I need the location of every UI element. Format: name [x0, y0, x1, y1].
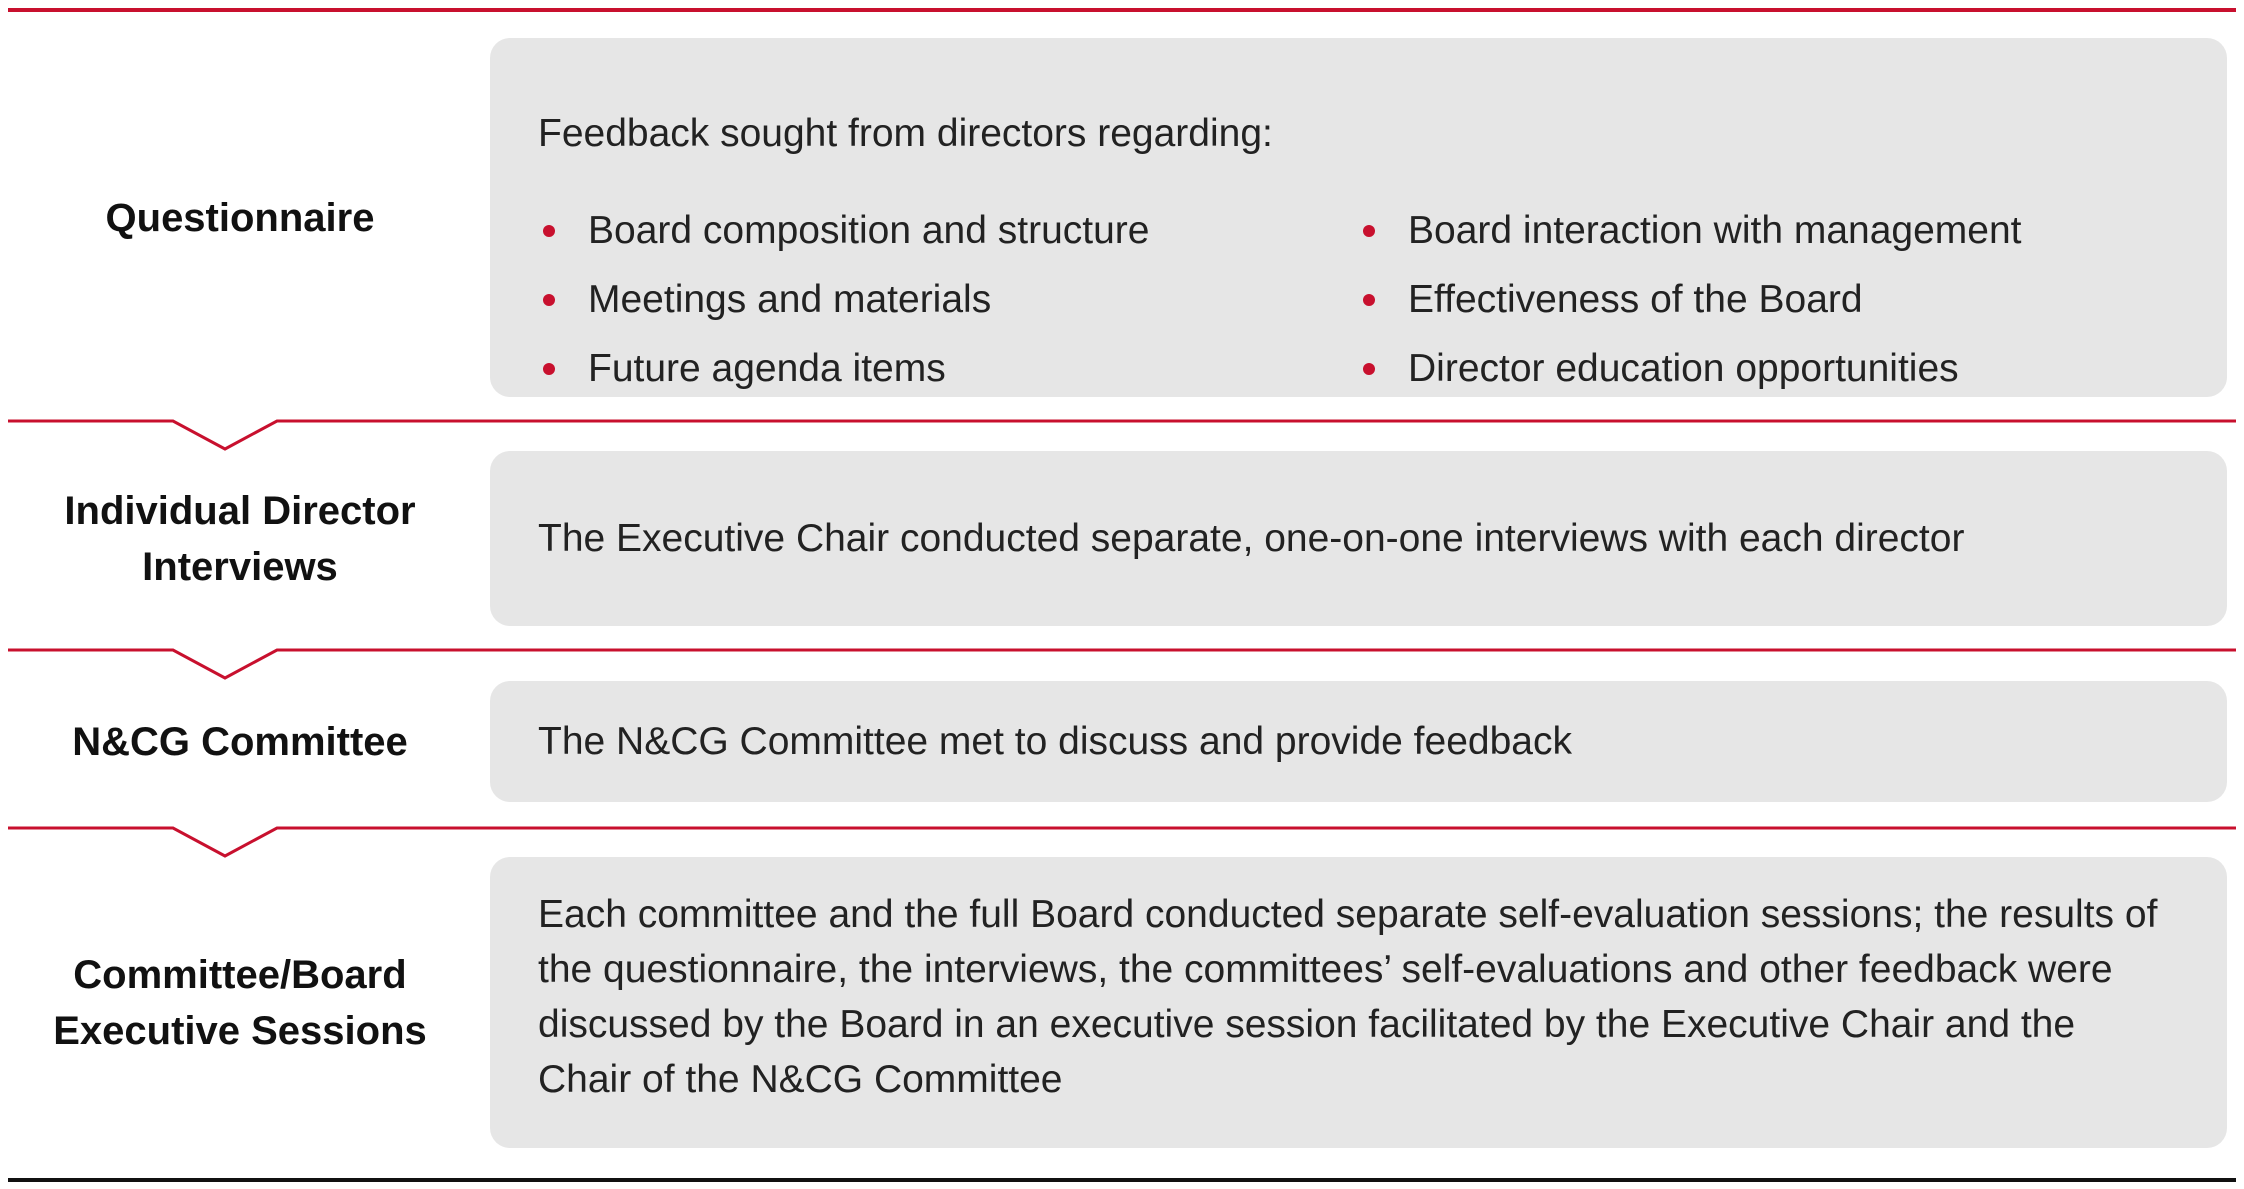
- row-label-executive-sessions: [10, 857, 470, 1148]
- list-item-text: Effectiveness of the Board: [1408, 278, 1863, 321]
- list-item: [1358, 334, 2178, 403]
- bullet-dot-icon: [1363, 225, 1375, 237]
- list-item: [538, 196, 1358, 265]
- ncg-committee-panel: [490, 681, 2227, 802]
- ncg-committee-text: The N&CG Committee met to discuss and provide feedback: [538, 720, 1572, 763]
- label-line: Committee/Board: [73, 952, 407, 997]
- executive-sessions-text: Each committee and the full Board conducted separate self-evaluation sessions; the results of the questionnaire, the interviews, the committees’ self-evaluations and other feedback were discussed by the Board in an executive session facilitated by the Executive Chair and the Chair of the N&CG Committee: [538, 893, 2158, 1101]
- list-item: [1358, 196, 2178, 265]
- interviews-text: The Executive Chair conducted separate, one-on-one interviews with each director: [538, 517, 1965, 560]
- list-item-text: Board interaction with management: [1408, 209, 2022, 252]
- label-line: Individual Director: [64, 488, 416, 533]
- bullet-dot-icon: [1363, 363, 1375, 375]
- label-line: Questionnaire: [105, 195, 375, 240]
- chevron-divider-3: [8, 828, 2236, 856]
- bullet-dot-icon: [543, 294, 555, 306]
- bullet-dot-icon: [543, 363, 555, 375]
- bullet-dot-icon: [543, 225, 555, 237]
- label-line: Executive Sessions: [53, 1008, 427, 1053]
- questionnaire-panel: [490, 38, 2227, 397]
- interviews-panel: [490, 451, 2227, 626]
- list-item-text: Future agenda items: [588, 347, 946, 390]
- list-item-text: Meetings and materials: [588, 278, 992, 321]
- row-label-ncg-committee: [10, 681, 470, 802]
- list-item-text: Director education opportunities: [1408, 347, 1959, 390]
- label-line: N&CG Committee: [72, 719, 408, 764]
- list-item: [1358, 265, 2178, 334]
- list-item-text: Board composition and structure: [588, 209, 1150, 252]
- list-item: [538, 334, 1358, 403]
- row-label-interviews: [10, 451, 470, 626]
- list-item: [538, 265, 1358, 334]
- questionnaire-bullet-list: [538, 196, 2178, 403]
- chevron-divider-1: [8, 421, 2236, 449]
- executive-sessions-panel: [490, 857, 2227, 1148]
- questionnaire-intro: Feedback sought from directors regarding:: [538, 112, 1273, 155]
- chevron-divider-2: [8, 650, 2236, 678]
- label-line: Interviews: [142, 544, 338, 589]
- bullet-dot-icon: [1363, 294, 1375, 306]
- row-label-questionnaire: [10, 38, 470, 397]
